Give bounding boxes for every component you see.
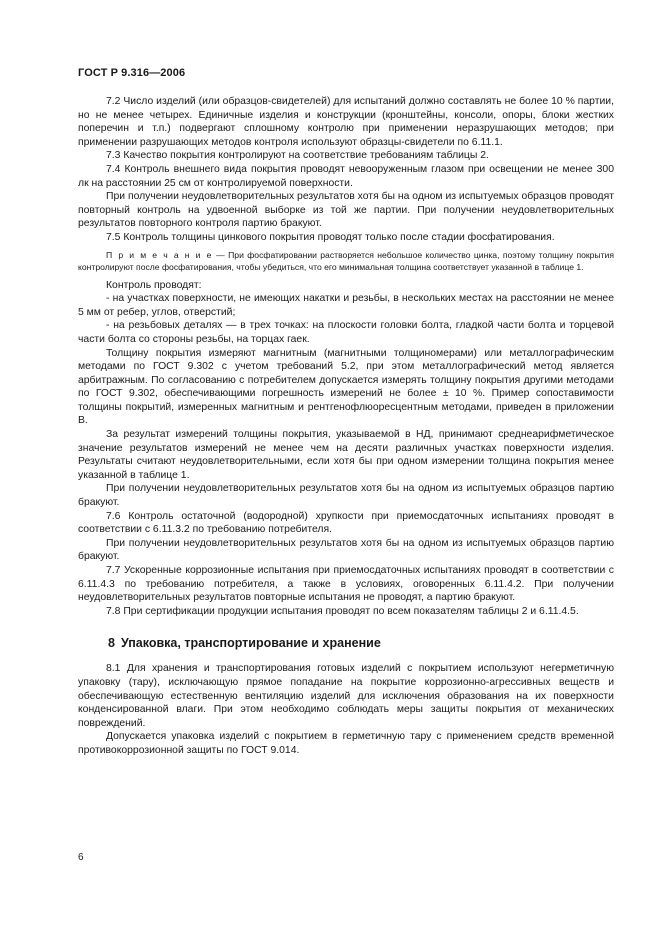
section-8-heading [78, 635, 614, 651]
note-text: — При фосфатировании растворяется небольшое количество цинка, поэтому толщину покрытия контролируют после фосфатирования, чтобы убедиться, что его минимальная толщина соответствует указанной в таблице 1. [78, 249, 614, 272]
paragraph-7-6-reject: При получении неудовлетворительных результатов хотя бы на одном из испытуемых образцов партию бракуют. [78, 537, 614, 563]
paragraph-7-5: 7.5 Контроль толщины цинкового покрытия проводят только после стадии фосфатирования. [106, 231, 555, 243]
thickness-reject: При получении неудовлетворительных результатов хотя бы на одном из испытуемых образцов партию бракуют. [78, 483, 614, 509]
paragraph-7-7: 7.7 Ускоренные коррозионные испытания при приемосдаточных испытаниях проводят в соответствии с 6.11.4.3 по требованию потребителя, а также в условиях, оговоренных 6.11.4.2. При получении неудовлетворительных результатов повторные испытания не проводят, а партию бракуют. [78, 565, 614, 604]
page-content [78, 95, 614, 758]
paragraph-7-3: 7.3 Качество покрытия контролируют на соответствие требованиям таблицы 2. [106, 150, 489, 162]
control-item-threaded: - на резьбовых деталях — в трех точках: на плоскости головки болта, гладкой части болта и торцевой части болта со стороны резьбы, на торцах гаек. [78, 320, 614, 345]
paragraph-8-1: 8.1 Для хранения и транспортирования готовых изделий с покрытием используют негерметичную упаковку (тару), исключающую прямое попадание на покрытие коррозионно-агрессивных веществ и обеспечивающую естественную вентиляцию изделий для исключения образования на их поверхности конденсированной влаги. При этом необходимо соблюдать меры защиты покрытия от механических повреждений. [78, 663, 614, 729]
thickness-methods: Толщину покрытия измеряют магнитным (магнитными толщиномерами) или металлографическим методами по ГОСТ 9.302 с учетом требований 5.2, при этом металлографический метод является арбитражным. По согласованию с потребителем допускается измерять толщину покрытия другими методами по ГОСТ 9.302, обеспечивающими погрешность измерений не более ± 10 %. Пример сопоставимости толщины покрытий, измеренных магнитным и рентгенофлюоресцентным методами, приведен в приложении В. [78, 347, 614, 427]
paragraph-7-8: 7.8 При сертификации продукции испытания проводят по всем показателям таблицы 2 и 6.11.4.5. [106, 605, 579, 617]
page-header: ГОСТ Р 9.316—2006 [78, 67, 186, 79]
paragraph-7-4: 7.4 Контроль внешнего вида покрытия проводят невооруженным глазом при освещении не менее 300 лк на расстоянии 25 см от контролируемой поверхности. [78, 163, 614, 189]
page-number: 6 [78, 852, 84, 863]
note [78, 249, 614, 273]
paragraph-8-1-packaging: Допускается упаковка изделий с покрытием в герметичную тару с применением средств временной противокоррозионной защиты по ГОСТ 9.014. [78, 731, 614, 756]
section-title: Упаковка, транспортирование и хранение [120, 636, 381, 651]
paragraph-7-6: 7.6 Контроль остаточной (водородной) хрупкости при приемосдаточных испытаниях проводят в соответствии с 6.11.3.2 по требованию потребителя. [78, 510, 614, 536]
control-intro: Контроль проводят: [106, 279, 202, 291]
paragraph-7-2: 7.2 Число изделий (или образцов-свидетелей) для испытаний должно составлять не более 10 % партии, но не менее четырех. Единичные изделия и конструкции (кронштейны, консоли, опоры, блоки жестких поперечин и т.п.) подвергают сплошному контролю при применении неразрушающих методов; при применении разрушающих методов контроля используют образцы-свидетели по 6.11.1. [78, 96, 614, 148]
section-number: 8 [108, 636, 115, 651]
paragraph-7-4-retest: При получении неудовлетворительных результатов хотя бы на одном из испытуемых образцов проводят повторный контроль на удвоенной выборке из той же партии. При получении неудовлетворительных результатов повторного контроля партию бракуют. [78, 191, 614, 230]
note-label: П р и м е ч а н и е [106, 249, 213, 260]
thickness-result: За результат измерений толщины покрытия, указываемой в НД, принимают среднеарифметическое значение результатов измерений не менее чем на десяти различных участках поверхности изделия. Результаты считают неудовлетворительными, если хотя бы при одном измерении толщина покрытия менее указанной в таблице 1. [78, 429, 614, 481]
control-item-surface: - на участках поверхности, не имеющих накатки и резьбы, в нескольких местах на расстоянии не менее 5 мм от ребер, углов, отверстий; [78, 293, 614, 318]
